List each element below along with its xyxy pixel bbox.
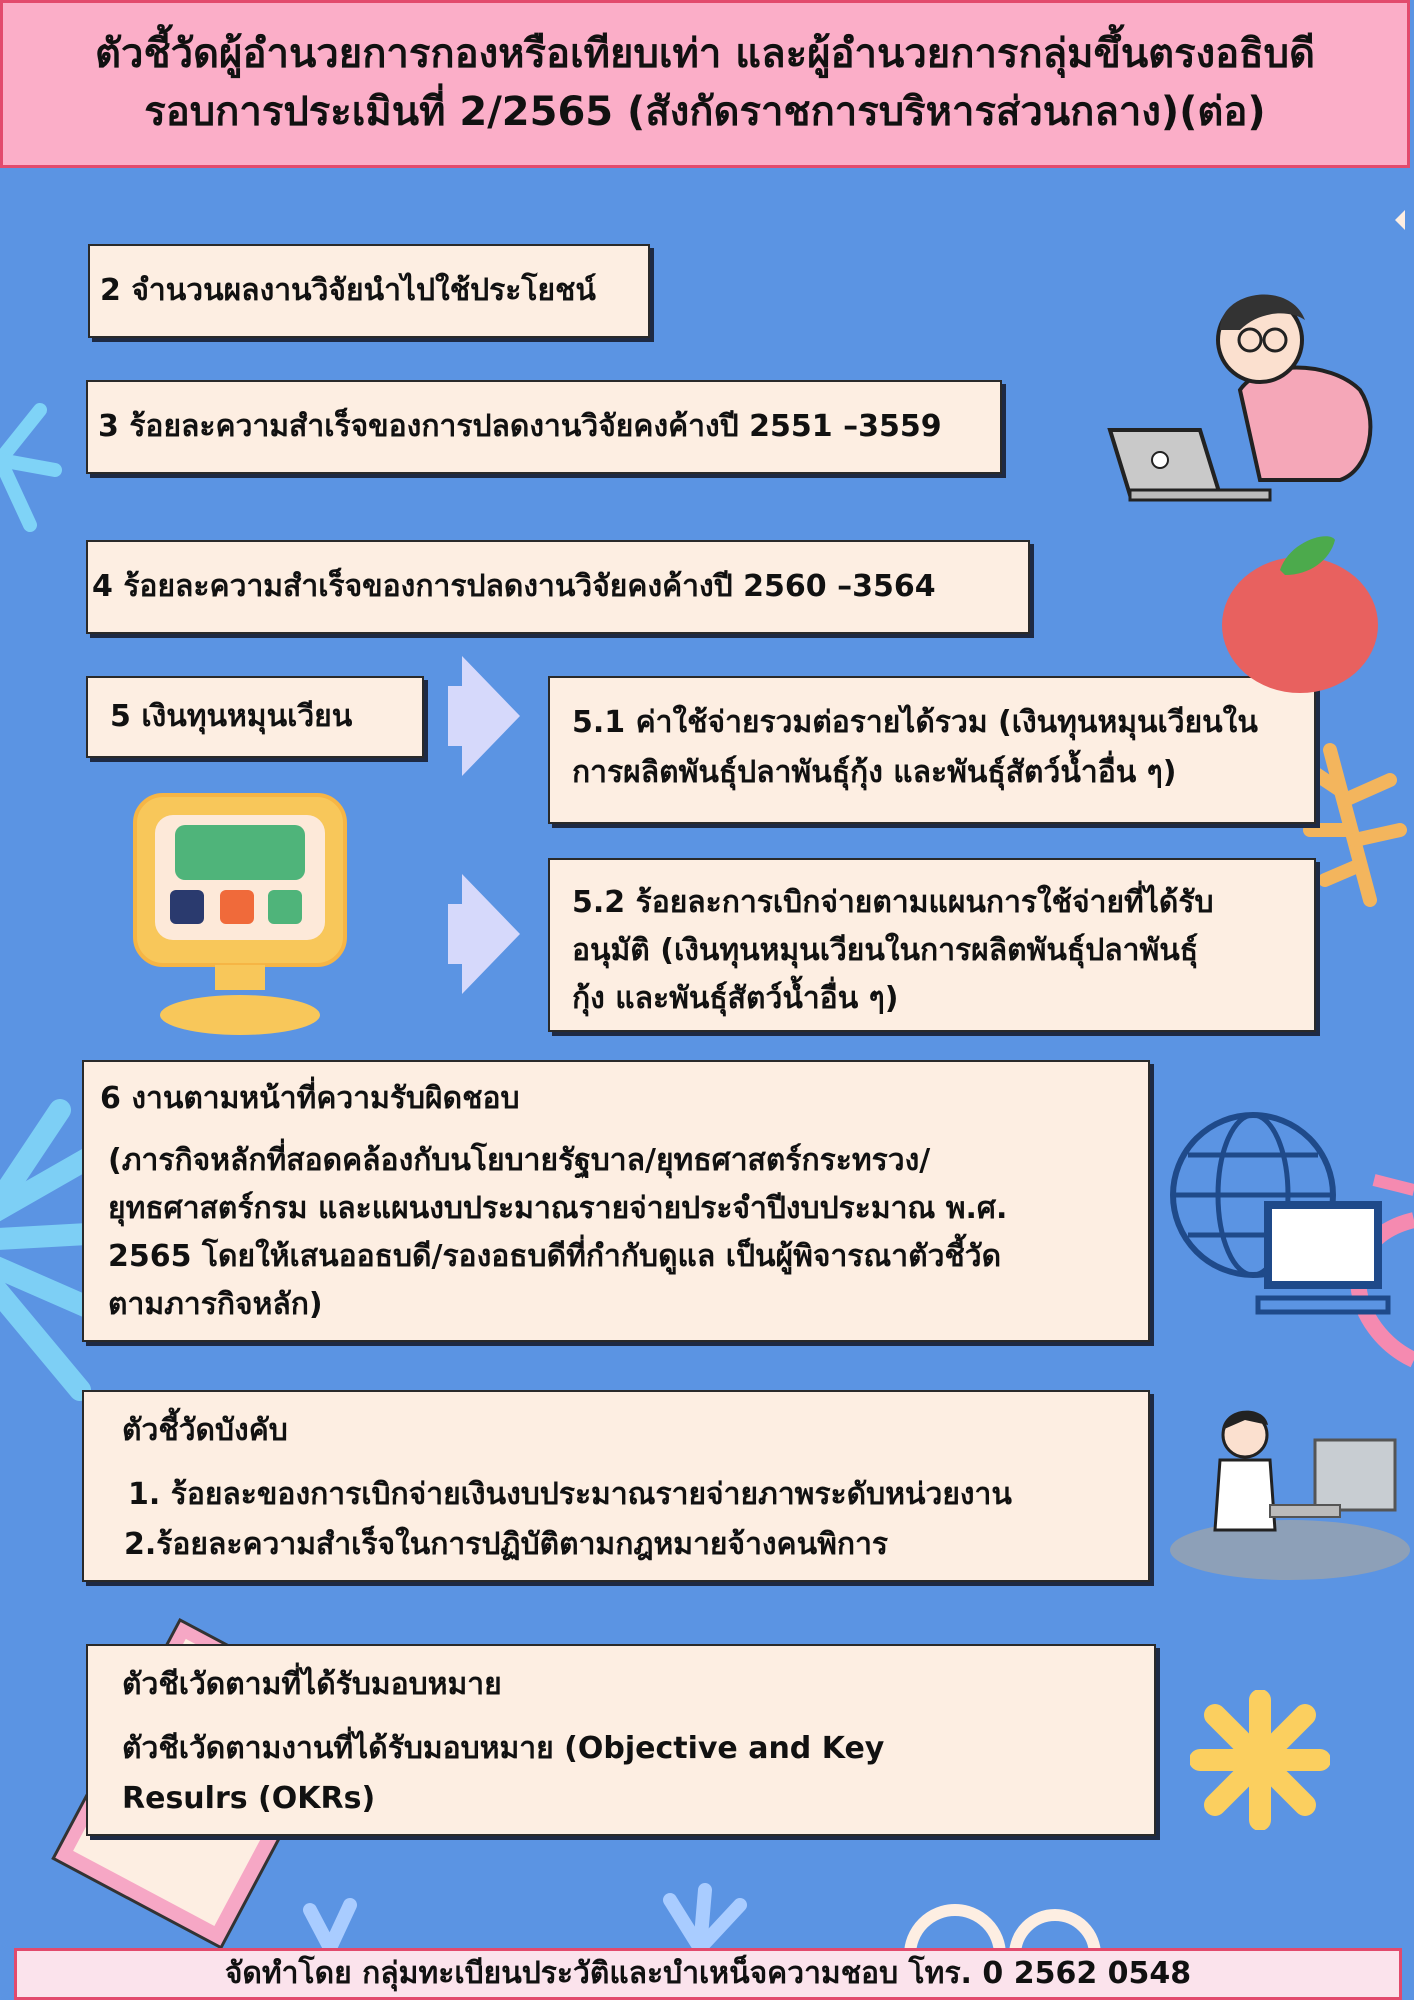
- indicator-5-2-line-1: 5.2 ร้อยละการเบิกจ่ายตามแผนการใช้จ่ายที่ได้รับ: [572, 885, 1214, 920]
- indicator-3-box: [86, 380, 1002, 474]
- footer-credit-text: จัดทำโดย กลุ่มทะเบียนประวัติและบำเหน็จความชอบ โทร. 0 2562 0548: [224, 1956, 1192, 1991]
- page-footer: [14, 1948, 1402, 2000]
- star-burst-icon: [1190, 1690, 1330, 1830]
- indicator-5-text: 5 เงินทุนหมุนเวียน: [110, 699, 353, 734]
- mandatory-indicators-box: [82, 1390, 1150, 1582]
- assigned-line-1: ตัวชีเวัดตามงานที่ได้รับมอบหมาย (Objective and Key: [122, 1731, 885, 1766]
- assigned-title: ตัวชีเวัดตามที่ได้รับมอบหมาย: [122, 1667, 502, 1702]
- mandatory-item-1: 1. ร้อยละของการเบิกจ่ายเงินงบประมาณรายจ่ายภาพระดับหน่วยงาน: [128, 1477, 1012, 1512]
- indicator-5-1-line-2: การผลิตพันธุ์ปลาพันธุ์กุ้ง และพันธุ์สัตว์น้ำอื่น ๆ): [572, 755, 1177, 790]
- indicator-6-box: [82, 1060, 1150, 1342]
- header-line-2: รอบการประเมินที่ 2/2565 (สังกัดราชการบริหารส่วนกลาง)(ต่อ): [144, 89, 1266, 135]
- indicator-5-2-line-2: อนุมัติ (เงินทุนหมุนเวียนในการผลิตพันธุ์ปลาพันธุ์: [572, 933, 1199, 968]
- apple-icon: [1210, 530, 1390, 700]
- indicator-5-2-line-3: กุ้ง และพันธุ์สัตว์น้ำอื่น ๆ): [572, 981, 899, 1016]
- mandatory-item-2: 2.ร้อยละความสำเร็จในการปฏิบัติตามกฎหมายจ้างคนพิการ: [124, 1527, 889, 1562]
- indicator-4-text: 4 ร้อยละความสำเร็จของการปลดงานวิจัยคงค้างปี 2560 –3564: [92, 569, 936, 604]
- indicator-6-title: 6 งานตามหน้าที่ความรับผิดชอบ: [100, 1081, 520, 1116]
- indicator-6-line-3: 2565 โดยให้เสนออธบดี/รองอธบดีที่กำกับดูแล เป็นผู้พิจารณาตัวชี้วัด: [108, 1239, 1002, 1274]
- indicator-2-text: 2 จำนวนผลงานวิจัยนำไปใช้ประโยชน์: [100, 273, 596, 308]
- indicator-5-box: [86, 676, 424, 758]
- indicator-2-box: [88, 244, 650, 338]
- laptop-person-icon: [1090, 280, 1390, 520]
- arrow-to-5-1: [448, 656, 528, 776]
- indicator-5-1-box: [548, 676, 1316, 824]
- indicator-6-line-2: ยุทธศาสตร์กรม และแผนงบประมาณรายจ่ายประจำปีงบประมาณ พ.ศ.: [108, 1191, 1008, 1226]
- indicator-3-text: 3 ร้อยละความสำเร็จของการปลดงานวิจัยคงค้างปี 2551 –3559: [98, 409, 942, 444]
- desktop-computer-icon: [130, 790, 350, 1040]
- assigned-indicators-box: [86, 1644, 1156, 1836]
- assigned-line-2: Resulrs (OKRs): [122, 1781, 376, 1816]
- header-line-1: ตัวชี้วัดผู้อำนวยการกองหรือเทียบเท่า และผู้อำนวยการกลุ่มขึ้นตรงอธิบดี: [95, 31, 1315, 77]
- indicator-5-1-line-1: 5.1 ค่าใช้จ่ายรวมต่อรายได้รวม (เงินทุนหมุนเวียนใน: [572, 705, 1258, 740]
- mandatory-title: ตัวชี้วัดบังคับ: [122, 1413, 288, 1448]
- page-header: [0, 0, 1410, 168]
- arrow-to-5-2: [448, 874, 528, 994]
- indicator-4-box: [86, 540, 1030, 634]
- office-worker-icon: [1160, 1400, 1410, 1580]
- indicator-6-line-4: ตามภารกิจหลัก): [108, 1287, 323, 1322]
- indicator-6-line-1: (ภารกิจหลักที่สอดคล้องกับนโยบายรัฐบาล/ยุทธศาสตร์กระทรวง/: [108, 1143, 931, 1178]
- indicator-5-2-box: [548, 858, 1316, 1032]
- globe-screen-icon: [1168, 1110, 1398, 1330]
